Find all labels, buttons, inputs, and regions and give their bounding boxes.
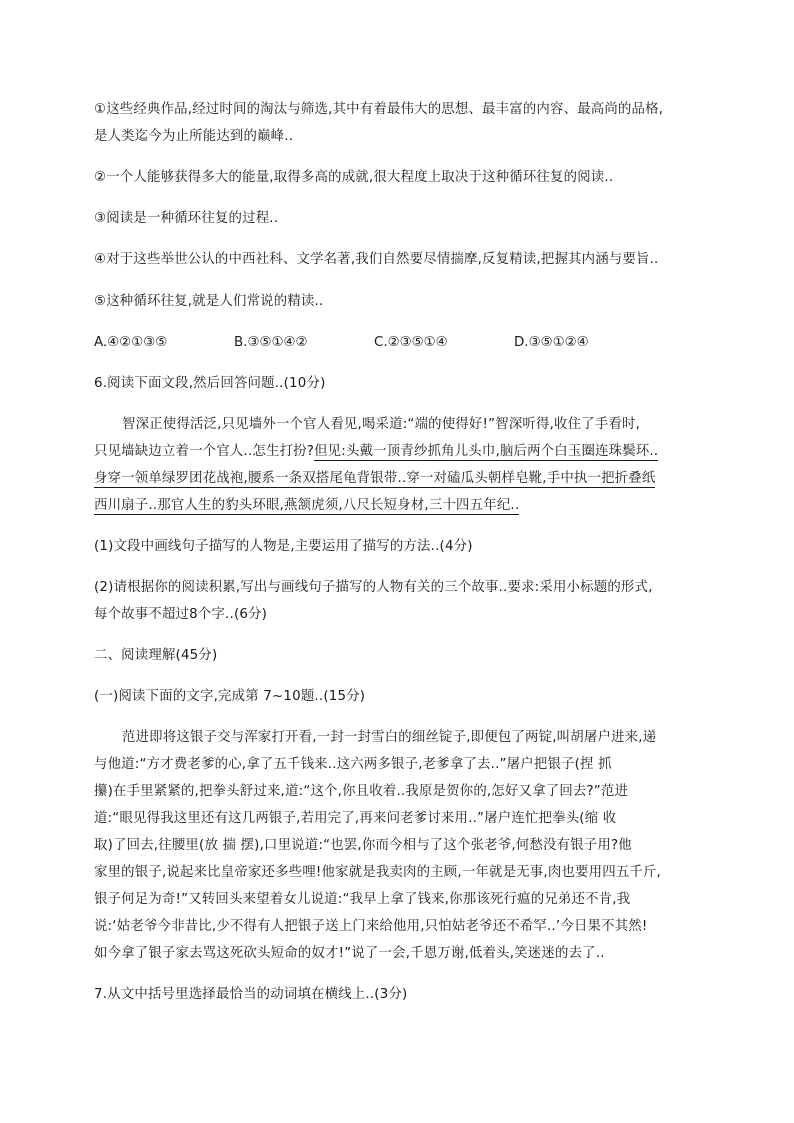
q6-underlined-text: 西川扇子..那官人生的豹头环眼,燕颔虎须,八尺长短身材,三十四五年纪.. <box>94 498 520 513</box>
order-item-4: ④对于这些举世公认的中西社科、文学名著,我们自然要尽情揣摩,反复精读,把握其内涵与要旨.. <box>94 252 659 267</box>
q6-sub-question-2: (2)请根据你的阅读积累,写出与画线句子描写的人物有关的三个故事..要求:采用小标题的形式, <box>94 580 653 595</box>
q7-title: 7.从文中括号里选择最恰当的动词填在横线上..(3分) <box>94 987 408 1002</box>
order-item-3: ③阅读是一种循环往复的过程.. <box>94 211 279 226</box>
option-d: D.③⑤①②④ <box>514 335 589 350</box>
option-c: C.②③⑤①④ <box>374 335 448 350</box>
q6-underlined-text: 身穿一领单绿罗团花战袍,腰系一条双搭尾龟背银带..穿一对磕瓜头朝样皂靴,手中执一把折叠纸 <box>94 471 656 486</box>
passage-line: 道:“眼见得我这里还有这几两银子,若用完了,再来问老爹讨来用..”屠户连忙把拳头(缩 收 <box>94 811 617 826</box>
q6-passage-line: 智深正使得活泛,只见墙外一个官人看见,喝采道:“端的使得好!”智深听得,收住了手看时, <box>122 417 641 432</box>
passage-line: 说:‘姑老爷今非昔比,少不得有人把银子送上门来给他用,只怕姑老爷还不希罕..’今日果不其然! <box>94 919 648 934</box>
q6-sub-question-2-continued: 每个故事不超过8个字..(6分) <box>94 607 268 622</box>
order-item-2: ②一个人能够获得多大的能量,取得多高的成就,很大程度上取决于这种循环往复的阅读.. <box>94 170 614 185</box>
passage-line: 银子何足为奇!”又转回头来望着女儿说道:“我早上拿了钱来,你那该死行瘟的兄弟还不肯,我 <box>94 892 631 907</box>
passage-line: 取)了回去,往腰里(放 揣 摆),口里说道:“也罢,你而今相与了这个张老爷,何愁没有银子用?他 <box>94 838 632 853</box>
q6-passage-line <box>94 443 658 461</box>
passage-line: 范进即将这银子交与浑家打开看,一封一封雪白的细丝锭子,即便包了两锭,叫胡屠户进来,递 <box>122 730 657 745</box>
q6-title: 6.阅读下面文段,然后回答问题..(10分) <box>94 376 326 391</box>
q6-sub-question-1: (1)文段中画线句子描写的人物是,主要运用了描写的方法..(4分) <box>94 539 473 554</box>
q6-passage-line <box>94 470 655 488</box>
passage-line: 攥)在手里紧紧的,把拳头舒过来,道:“这个,你且收着..我原是贺你的,怎好又拿了回去?”范进 <box>94 784 629 799</box>
q6-passage-text: 只见墙缺边立着一个官人..怎生打扮? <box>94 444 315 459</box>
passage-line: 与他道:“方才费老爹的心,拿了五千钱来..这六两多银子,老爹拿了去..”屠户把银子(捏 抓 <box>94 757 612 772</box>
option-b: B.③⑤①④② <box>234 335 308 350</box>
section-2-title: 二、阅读理解(45分) <box>94 648 218 663</box>
q6-underlined-text: 但见:头戴一顶青纱抓角儿头巾,脑后两个白玉圈连珠鬓环.. <box>314 444 659 459</box>
order-item-1-continued: 是人类迄今为止所能达到的巅峰.. <box>94 129 294 144</box>
option-a: A.④②①③⑤ <box>94 335 168 350</box>
passage-line: 如今拿了银子家去骂这死砍头短命的奴才!”说了一会,千恩万谢,低着头,笑迷迷的去了.. <box>94 946 605 961</box>
q6-passage-line <box>94 497 519 515</box>
passage-line: 家里的银子,说起来比皇帝家还多些哩!他家就是我卖肉的主顾,一年就是无事,肉也要用四五千斤, <box>94 865 662 880</box>
order-item-1: ①这些经典作品,经过时间的淘汰与筛选,其中有着最伟大的思想、最丰富的内容、最高尚的品格, <box>94 102 664 117</box>
part-1-title: (一)阅读下面的文字,完成第 7~10题..(15分) <box>94 689 366 704</box>
order-item-5: ⑤这种循环往复,就是人们常说的精读.. <box>94 294 324 309</box>
